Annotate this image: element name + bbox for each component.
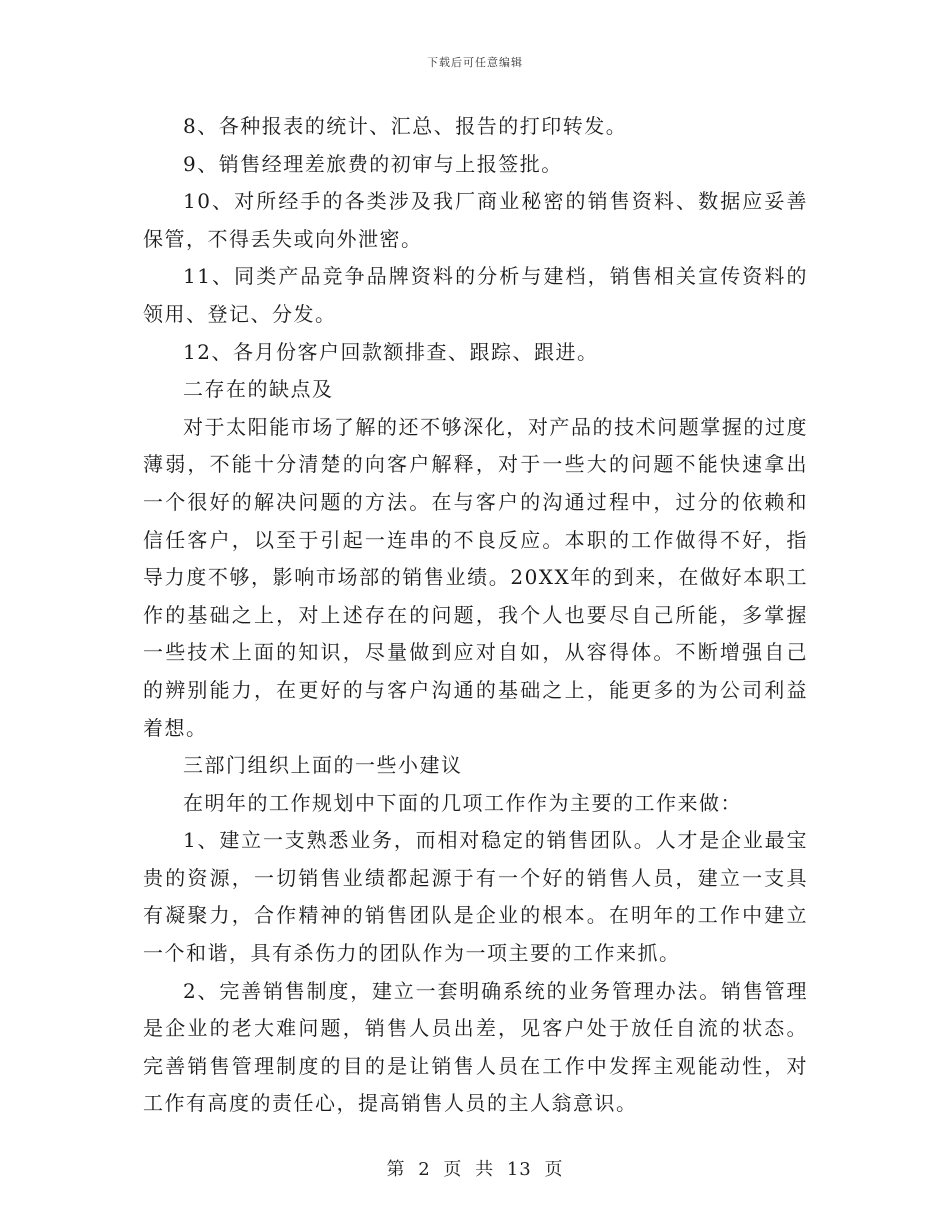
paragraph-item-12: 12、各月份客户回款额排查、跟踪、跟进。 [183,339,599,364]
page-header: 下载后可任意编辑 [427,56,523,69]
paragraph-item-10: 10、对所经手的各类涉及我厂商业秘密的销售资料、数据应妥善保管，不得丢失或向外泄密。 [143,189,808,251]
paragraph-shortcomings: 对于太阳能市场了解的还不够深化，对产品的技术问题掌握的过度薄弱，不能十分清楚的向客户解释，对于一些大的问题不能快速拿出一个很好的解决问题的方法。在与客户的沟通过程中，过分的依赖和信任客户，以至于引起一连串的不良反应。本职的工作做得不好，指导力度不够，影响市场部的销售业绩。20XX年的到来，在做好本职工作的基础之上，对上述存在的问题，我个人也要尽自己所能，多掌握一些技术上面的知识，尽量做到应对自如，从容得体。不断增强自己的辨别能力，在更好的与客户沟通的基础之上，能更多的为公司利益着想。 [143,414,808,740]
paragraph-item-8: 8、各种报表的统计、汇总、报告的打印转发。 [183,114,628,138]
paragraph-plan-intro: 在明年的工作规划中下面的几项工作作为主要的工作来做： [183,790,742,815]
paragraph-item-9: 9、销售经理差旅费的初审与上报签批。 [183,151,563,176]
paragraph-item-11: 11、同类产品竞争品牌资料的分析与建档，销售相关宣传资料的领用、登记、分发。 [143,264,808,326]
paragraph-suggestion-2: 2、完善销售制度，建立一套明确系统的业务管理办法。销售管理是企业的老大难问题，销售人员出差，见客户处于放任自流的状态。完善销售管理制度的目的是让销售人员在工作中发挥主观能动性，对工作有高度的责任心，提高销售人员的主人翁意识。 [143,978,808,1116]
paragraph-suggestion-1: 1、建立一支熟悉业务，而相对稳定的销售团队。人才是企业最宝贵的资源，一切销售业绩都起源于有一个好的销售人员，建立一支具有凝聚力，合作精神的销售团队是企业的根本。在明年的工作中建立一个和谐，具有杀伤力的团队作为一项主要的工作来抓。 [143,828,808,966]
document-body [143,108,808,1123]
section-heading-suggestions: 三部门组织上面的一些小建议 [183,753,463,778]
section-heading-shortcomings: 二存在的缺点及 [183,377,334,402]
page-number-footer: 第 2 页 共 13 页 [386,1159,564,1180]
